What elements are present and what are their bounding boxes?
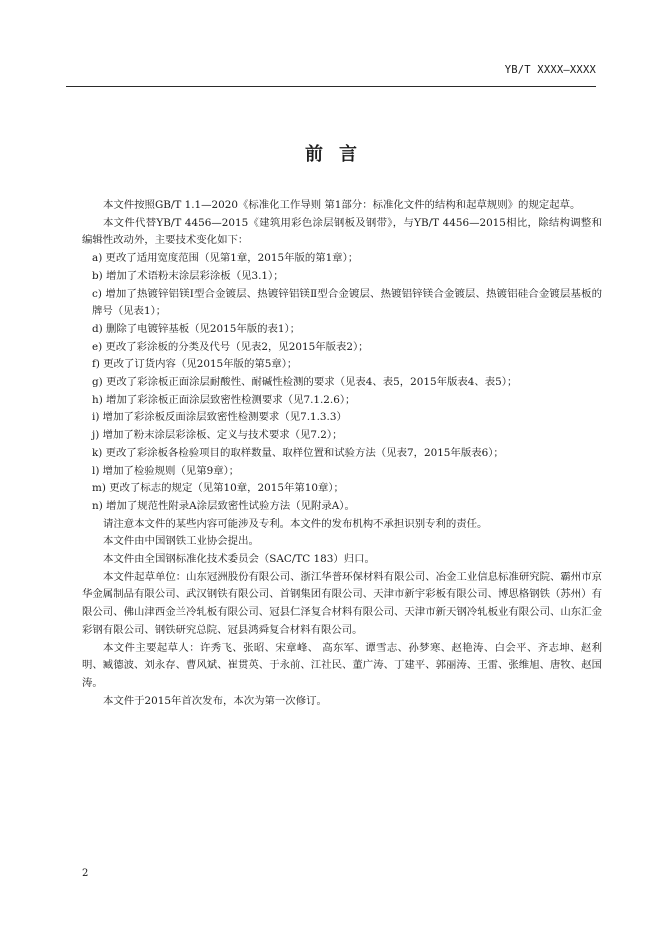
change-item: c) 增加了热镀锌铝镁Ⅰ型合金镀层、热镀锌铝镁Ⅱ型合金镀层、热镀铝锌镁合金镀层、热镀铝硅合金镀层基板的牌号（见表1）； — [92, 287, 602, 318]
document-header-code: YB/T XXXX—XXXX — [504, 64, 596, 76]
change-item: j) 增加了粉末涂层彩涂板、定义与技术要求（见7.2）； — [92, 429, 343, 442]
paragraph-proposed-by: 本文件由中国钢铁工业协会提出。 — [103, 535, 259, 548]
paragraph-drafters: 本文件主要起草人：许秀飞、张昭、宋章峰、 高东军、谭雪志、孙梦寒、赵艳涛、白会平、齐志坤、赵利明、臧德波、刘永存、曹风斌、崔贯英、于永前、江社民、董广涛、丁建平、郭丽涛、王雷、张维旭、唐牧、赵国涛。 — [82, 641, 602, 689]
change-item: l) 增加了检验规则（见第9章）； — [92, 464, 240, 477]
page-number: 2 — [82, 868, 89, 879]
page-title: 前言 — [305, 144, 373, 165]
change-item: m) 更改了标志的规定（见第10章，2015年第10章）； — [92, 482, 344, 495]
paragraph-publication-history: 本文件于2015年首次发布，本次为第一次修订。 — [103, 694, 327, 707]
paragraph-drafting-rule: 本文件按照GB/T 1.1—2020《标准化工作导则 第1部分：标准化文件的结构和起草规则》的规定起草。 — [103, 199, 581, 211]
change-item: a) 更改了适用宽度范围（见第1章，2015年版的第1章）； — [92, 252, 359, 265]
header-rule — [66, 86, 596, 87]
change-item: h) 增加了彩涂板正面涂层致密性检测要求（见7.1.2.6）； — [92, 393, 356, 406]
change-item: k) 更改了彩涂板各检验项目的取样数量、取样位置和试验方法（见表7，2015年版表6）； — [92, 446, 504, 459]
change-item: i) 增加了彩涂板反面涂层致密性检测要求（见7.1.3.3） — [92, 411, 347, 424]
paragraph-drafting-units: 本文件起草单位：山东冠洲股份有限公司、浙江华普环保材料有限公司、冶金工业信息标准研究院、霸州市京华金属制品有限公司、武汉钢铁有限公司、首钢集团有限公司、天津市新宇彩板有限公司、博思格钢铁（苏州）有限公司、佛山津西金兰冷轧板有限公司、冠县仁泽复合材料有限公司、天津市新天钢冷轧板业有限公司、山东汇金彩钢有限公司、钢铁研究总院、冠县鸿舜复合材料有限公司。 — [82, 570, 602, 636]
change-item: f) 更改了订货内容（见2015年版的第5章）； — [92, 358, 298, 371]
change-item: d) 删除了电镀锌基板（见2015年版的表1）； — [92, 322, 301, 335]
paragraph-replaces: 本文件代替YB/T 4456—2015《建筑用彩色涂层钢板及钢带》，与YB/T 4456—2015相比，除结构调整和编辑性改动外，主要技术变化如下： — [82, 216, 602, 247]
change-item: e) 更改了彩涂板的分类及代号（见表2，见2015年版表2）； — [92, 340, 369, 353]
change-item: g) 更改了彩涂板正面涂层耐酸性、耐碱性检测的要求（见表4、表5，2015年版表4、表5）； — [92, 376, 518, 389]
paragraph-patent-notice: 请注意本文件的某些内容可能涉及专利。本文件的发布机构不承担识别专利的责任。 — [103, 517, 488, 530]
change-item: n) 增加了规范性附录A涂层致密性试验方法（见附录A）。 — [92, 499, 355, 512]
document-body — [82, 197, 602, 710]
paragraph-under-jurisdiction: 本文件由全国钢标准化技术委员会（SAC/TC 183）归口。 — [103, 553, 375, 566]
change-item: b) 增加了术语粉末涂层彩涂板（见3.1）； — [92, 269, 284, 282]
